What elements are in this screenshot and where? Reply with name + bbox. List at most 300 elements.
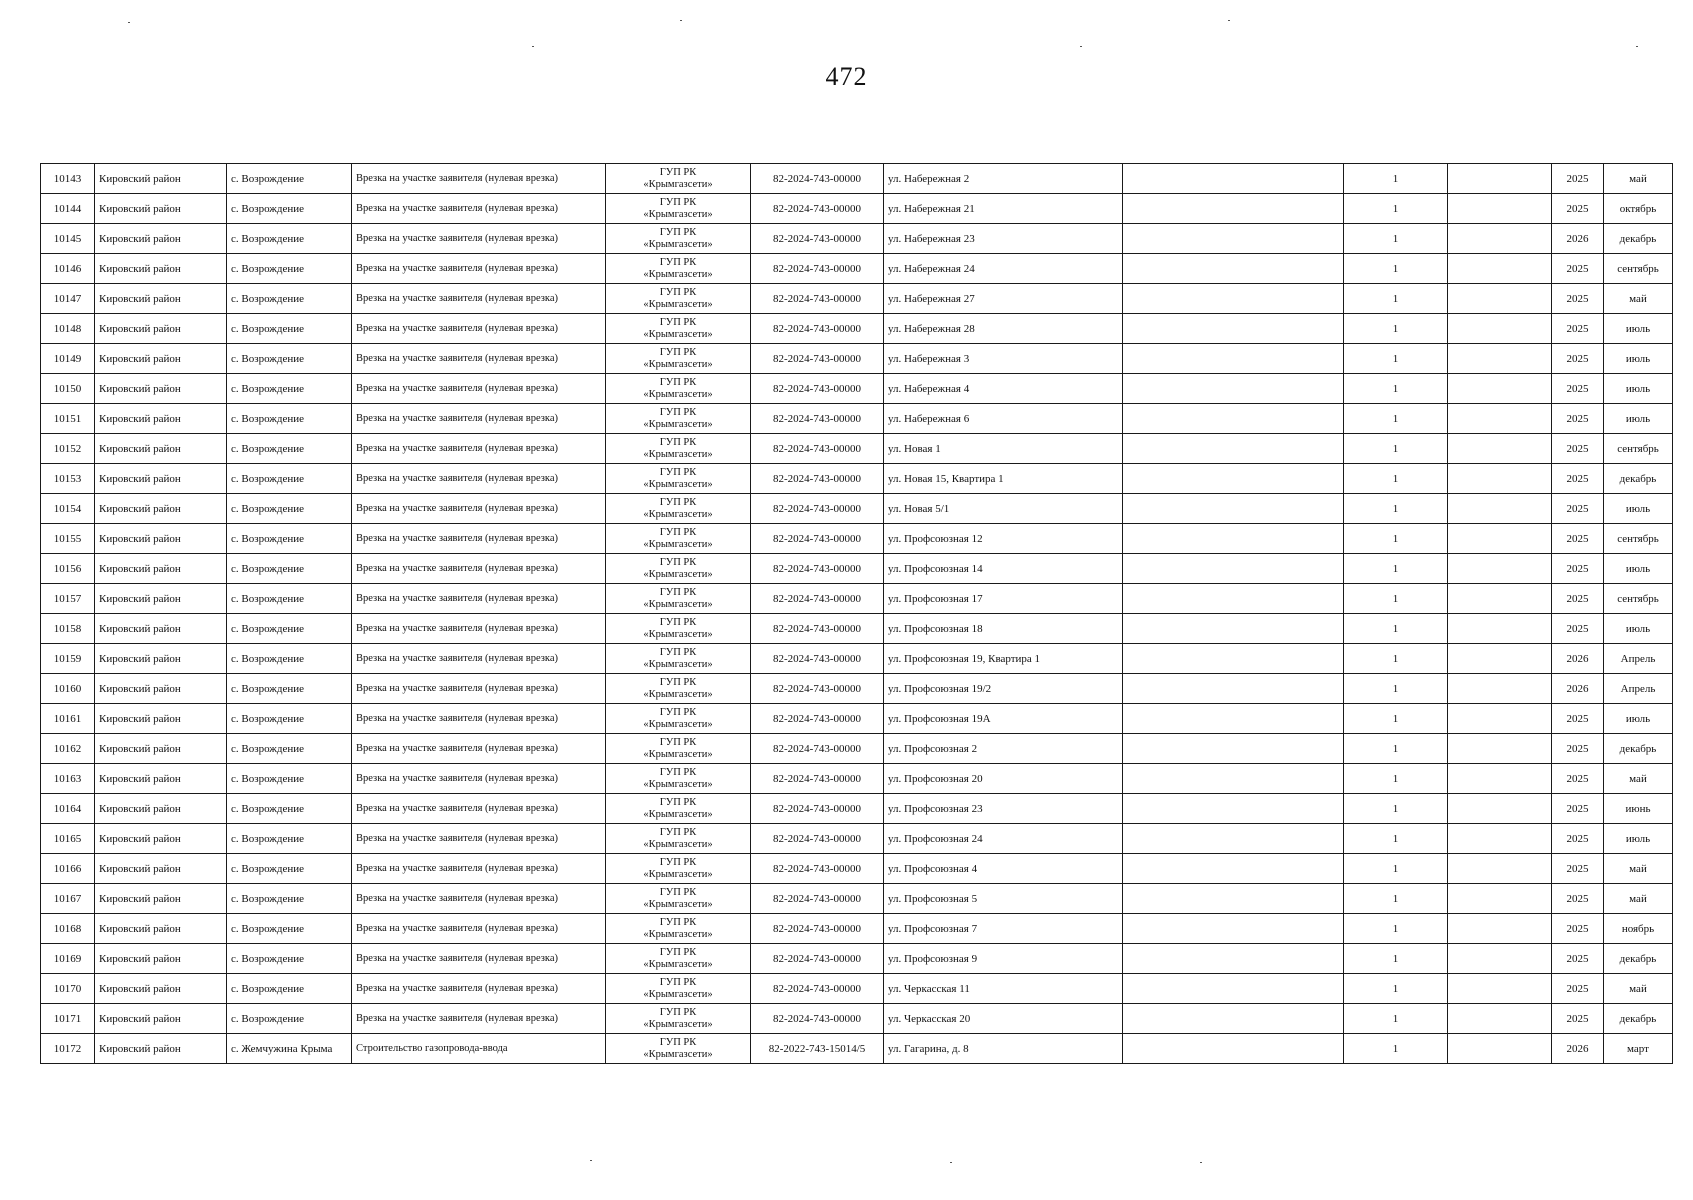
work-type-cell: Врезка на участке заявителя (нулевая врезка) [352, 644, 606, 674]
month-cell: май [1604, 164, 1673, 194]
work-type-cell: Врезка на участке заявителя (нулевая врезка) [352, 674, 606, 704]
empty-cell [1123, 644, 1344, 674]
organization-line: «Крымгазсети» [643, 358, 713, 370]
empty-cell [1448, 464, 1552, 494]
year-cell: 2025 [1552, 704, 1604, 734]
address-cell: ул. Профсоюзная 5 [884, 884, 1123, 914]
address-cell: ул. Набережная 23 [884, 224, 1123, 254]
empty-cell [1448, 674, 1552, 704]
organization-cell [606, 464, 751, 494]
month-cell: Апрель [1604, 644, 1673, 674]
row-number-cell: 10146 [41, 254, 95, 284]
year-cell: 2025 [1552, 404, 1604, 434]
row-number-cell: 10143 [41, 164, 95, 194]
organization-cell [606, 614, 751, 644]
quantity-cell: 1 [1344, 434, 1448, 464]
work-type-cell: Врезка на участке заявителя (нулевая врезка) [352, 974, 606, 1004]
organization-cell [606, 554, 751, 584]
organization-cell [606, 194, 751, 224]
work-type-cell: Врезка на участке заявителя (нулевая врезка) [352, 704, 606, 734]
address-cell: ул. Профсоюзная 18 [884, 614, 1123, 644]
project-code-cell: 82-2024-743-00000 [751, 164, 884, 194]
empty-cell [1123, 674, 1344, 704]
locality-cell: с. Возрождение [227, 284, 352, 314]
row-number-cell: 10154 [41, 494, 95, 524]
organization-line: ГУП РК [659, 1036, 697, 1048]
locality-cell: с. Возрождение [227, 674, 352, 704]
table-body [41, 164, 1673, 1064]
organization-line: ГУП РК [659, 736, 697, 748]
table-row [41, 374, 1673, 404]
table-row [41, 704, 1673, 734]
work-type-cell: Врезка на участке заявителя (нулевая врезка) [352, 794, 606, 824]
organization-line: «Крымгазсети» [643, 838, 713, 850]
quantity-cell: 1 [1344, 704, 1448, 734]
quantity-cell: 1 [1344, 404, 1448, 434]
organization-cell [606, 254, 751, 284]
empty-cell [1448, 614, 1552, 644]
locality-cell: с. Возрождение [227, 824, 352, 854]
empty-cell [1448, 344, 1552, 374]
quantity-cell: 1 [1344, 614, 1448, 644]
organization-line: «Крымгазсети» [643, 568, 713, 580]
address-cell: ул. Новая 5/1 [884, 494, 1123, 524]
table-row [41, 974, 1673, 1004]
table-row [41, 434, 1673, 464]
district-cell: Кировский район [95, 944, 227, 974]
project-code-cell: 82-2024-743-00000 [751, 674, 884, 704]
quantity-cell: 1 [1344, 674, 1448, 704]
quantity-cell: 1 [1344, 824, 1448, 854]
month-cell: декабрь [1604, 944, 1673, 974]
organization-cell [606, 584, 751, 614]
table-row [41, 344, 1673, 374]
empty-cell [1123, 1034, 1344, 1064]
year-cell: 2025 [1552, 584, 1604, 614]
organization-line: «Крымгазсети» [643, 808, 713, 820]
row-number-cell: 10162 [41, 734, 95, 764]
locality-cell: с. Возрождение [227, 764, 352, 794]
district-cell: Кировский район [95, 404, 227, 434]
locality-cell: с. Возрождение [227, 344, 352, 374]
table-row [41, 194, 1673, 224]
locality-cell: с. Возрождение [227, 254, 352, 284]
table-row [41, 494, 1673, 524]
empty-cell [1448, 554, 1552, 584]
empty-cell [1123, 464, 1344, 494]
empty-cell [1123, 944, 1344, 974]
project-code-cell: 82-2024-743-00000 [751, 224, 884, 254]
empty-cell [1123, 344, 1344, 374]
organization-line: «Крымгазсети» [643, 328, 713, 340]
work-type-cell: Строительство газопровода-ввода [352, 1034, 606, 1064]
year-cell: 2025 [1552, 494, 1604, 524]
table-row [41, 824, 1673, 854]
locality-cell: с. Возрождение [227, 524, 352, 554]
organization-line: «Крымгазсети» [643, 958, 713, 970]
organization-cell [606, 1004, 751, 1034]
row-number-cell: 10163 [41, 764, 95, 794]
month-cell: декабрь [1604, 734, 1673, 764]
organization-line: ГУП РК [659, 406, 697, 418]
work-type-cell: Врезка на участке заявителя (нулевая врезка) [352, 224, 606, 254]
month-cell: май [1604, 764, 1673, 794]
organization-line: ГУП РК [659, 946, 697, 958]
row-number-cell: 10172 [41, 1034, 95, 1064]
locality-cell: с. Возрождение [227, 614, 352, 644]
work-type-cell: Врезка на участке заявителя (нулевая врезка) [352, 494, 606, 524]
empty-cell [1123, 614, 1344, 644]
organization-cell [606, 224, 751, 254]
empty-cell [1448, 854, 1552, 884]
empty-cell [1123, 164, 1344, 194]
year-cell: 2025 [1552, 464, 1604, 494]
scan-speck [128, 22, 130, 23]
empty-cell [1448, 944, 1552, 974]
address-cell: ул. Набережная 21 [884, 194, 1123, 224]
organization-line: ГУП РК [659, 886, 697, 898]
address-cell: ул. Черкасская 20 [884, 1004, 1123, 1034]
month-cell: ноябрь [1604, 914, 1673, 944]
empty-cell [1123, 254, 1344, 284]
address-cell: ул. Профсоюзная 9 [884, 944, 1123, 974]
organization-line: «Крымгазсети» [643, 598, 713, 610]
district-cell: Кировский район [95, 854, 227, 884]
locality-cell: с. Возрождение [227, 704, 352, 734]
empty-cell [1123, 554, 1344, 584]
locality-cell: с. Возрождение [227, 794, 352, 824]
project-code-cell: 82-2022-743-15014/5 [751, 1034, 884, 1064]
row-number-cell: 10169 [41, 944, 95, 974]
row-number-cell: 10168 [41, 914, 95, 944]
row-number-cell: 10166 [41, 854, 95, 884]
organization-cell [606, 854, 751, 884]
scan-speck [680, 20, 682, 21]
organization-cell [606, 344, 751, 374]
organization-line: ГУП РК [659, 286, 697, 298]
locality-cell: с. Возрождение [227, 224, 352, 254]
work-type-cell: Врезка на участке заявителя (нулевая врезка) [352, 734, 606, 764]
project-code-cell: 82-2024-743-00000 [751, 464, 884, 494]
district-cell: Кировский район [95, 1034, 227, 1064]
work-type-cell: Врезка на участке заявителя (нулевая врезка) [352, 914, 606, 944]
table-row [41, 674, 1673, 704]
row-number-cell: 10158 [41, 614, 95, 644]
month-cell: июль [1604, 704, 1673, 734]
organization-cell [606, 674, 751, 704]
organization-line: «Крымгазсети» [643, 688, 713, 700]
address-cell: ул. Гагарина, д. 8 [884, 1034, 1123, 1064]
organization-line: «Крымгазсети» [643, 748, 713, 760]
empty-cell [1123, 1004, 1344, 1034]
organization-line: «Крымгазсети» [643, 658, 713, 670]
organization-line: «Крымгазсети» [643, 268, 713, 280]
empty-cell [1123, 704, 1344, 734]
project-code-cell: 82-2024-743-00000 [751, 584, 884, 614]
table-row [41, 854, 1673, 884]
table-row [41, 554, 1673, 584]
district-cell: Кировский район [95, 824, 227, 854]
empty-cell [1123, 224, 1344, 254]
organization-line: «Крымгазсети» [643, 478, 713, 490]
work-type-cell: Врезка на участке заявителя (нулевая врезка) [352, 164, 606, 194]
district-cell: Кировский район [95, 464, 227, 494]
organization-cell [606, 914, 751, 944]
address-cell: ул. Профсоюзная 19А [884, 704, 1123, 734]
quantity-cell: 1 [1344, 194, 1448, 224]
organization-line: ГУП РК [659, 526, 697, 538]
project-code-cell: 82-2024-743-00000 [751, 254, 884, 284]
organization-line: «Крымгазсети» [643, 238, 713, 250]
organization-cell [606, 404, 751, 434]
locality-cell: с. Возрождение [227, 1004, 352, 1034]
district-cell: Кировский район [95, 794, 227, 824]
organization-line: ГУП РК [659, 916, 697, 928]
empty-cell [1123, 734, 1344, 764]
locality-cell: с. Возрождение [227, 404, 352, 434]
address-cell: ул. Новая 1 [884, 434, 1123, 464]
project-code-cell: 82-2024-743-00000 [751, 734, 884, 764]
table-row [41, 614, 1673, 644]
locality-cell: с. Возрождение [227, 944, 352, 974]
address-cell: ул. Профсоюзная 20 [884, 764, 1123, 794]
row-number-cell: 10165 [41, 824, 95, 854]
organization-line: «Крымгазсети» [643, 628, 713, 640]
table-row [41, 224, 1673, 254]
empty-cell [1448, 974, 1552, 1004]
row-number-cell: 10147 [41, 284, 95, 314]
empty-cell [1448, 314, 1552, 344]
schedule-table [40, 163, 1673, 1064]
empty-cell [1448, 644, 1552, 674]
work-type-cell: Врезка на участке заявителя (нулевая врезка) [352, 434, 606, 464]
scan-speck [1636, 46, 1638, 47]
locality-cell: с. Возрождение [227, 644, 352, 674]
address-cell: ул. Профсоюзная 14 [884, 554, 1123, 584]
organization-cell [606, 644, 751, 674]
row-number-cell: 10148 [41, 314, 95, 344]
project-code-cell: 82-2024-743-00000 [751, 284, 884, 314]
address-cell: ул. Черкасская 11 [884, 974, 1123, 1004]
address-cell: ул. Профсоюзная 24 [884, 824, 1123, 854]
district-cell: Кировский район [95, 224, 227, 254]
organization-line: ГУП РК [659, 496, 697, 508]
locality-cell: с. Возрождение [227, 464, 352, 494]
address-cell: ул. Набережная 3 [884, 344, 1123, 374]
address-cell: ул. Набережная 2 [884, 164, 1123, 194]
locality-cell: с. Возрождение [227, 584, 352, 614]
row-number-cell: 10155 [41, 524, 95, 554]
organization-line: «Крымгазсети» [643, 538, 713, 550]
empty-cell [1123, 494, 1344, 524]
project-code-cell: 82-2024-743-00000 [751, 194, 884, 224]
empty-cell [1448, 764, 1552, 794]
empty-cell [1448, 824, 1552, 854]
work-type-cell: Врезка на участке заявителя (нулевая врезка) [352, 554, 606, 584]
project-code-cell: 82-2024-743-00000 [751, 914, 884, 944]
scan-speck [1228, 20, 1230, 21]
project-code-cell: 82-2024-743-00000 [751, 704, 884, 734]
row-number-cell: 10152 [41, 434, 95, 464]
organization-line: ГУП РК [659, 706, 697, 718]
quantity-cell: 1 [1344, 854, 1448, 884]
empty-cell [1448, 1034, 1552, 1064]
row-number-cell: 10164 [41, 794, 95, 824]
address-cell: ул. Набережная 6 [884, 404, 1123, 434]
scan-speck [532, 46, 534, 47]
quantity-cell: 1 [1344, 314, 1448, 344]
locality-cell: с. Возрождение [227, 974, 352, 1004]
quantity-cell: 1 [1344, 494, 1448, 524]
month-cell: декабрь [1604, 224, 1673, 254]
row-number-cell: 10156 [41, 554, 95, 584]
empty-cell [1448, 434, 1552, 464]
month-cell: июль [1604, 614, 1673, 644]
year-cell: 2025 [1552, 254, 1604, 284]
organization-line: «Крымгазсети» [643, 1018, 713, 1030]
district-cell: Кировский район [95, 374, 227, 404]
work-type-cell: Врезка на участке заявителя (нулевая врезка) [352, 1004, 606, 1034]
project-code-cell: 82-2024-743-00000 [751, 824, 884, 854]
address-cell: ул. Профсоюзная 19, Квартира 1 [884, 644, 1123, 674]
organization-line: ГУП РК [659, 976, 697, 988]
organization-line: ГУП РК [659, 616, 697, 628]
organization-line: «Крымгазсети» [643, 508, 713, 520]
organization-line: ГУП РК [659, 196, 697, 208]
locality-cell: с. Возрождение [227, 434, 352, 464]
empty-cell [1123, 824, 1344, 854]
table-row [41, 314, 1673, 344]
address-cell: ул. Профсоюзная 17 [884, 584, 1123, 614]
address-cell: ул. Профсоюзная 2 [884, 734, 1123, 764]
quantity-cell: 1 [1344, 794, 1448, 824]
quantity-cell: 1 [1344, 374, 1448, 404]
empty-cell [1123, 194, 1344, 224]
organization-line: ГУП РК [659, 466, 697, 478]
empty-cell [1123, 794, 1344, 824]
district-cell: Кировский район [95, 314, 227, 344]
scan-speck [1200, 1162, 1202, 1163]
district-cell: Кировский район [95, 554, 227, 584]
empty-cell [1448, 164, 1552, 194]
district-cell: Кировский район [95, 254, 227, 284]
table-row [41, 794, 1673, 824]
work-type-cell: Врезка на участке заявителя (нулевая врезка) [352, 884, 606, 914]
year-cell: 2025 [1552, 1004, 1604, 1034]
organization-line: «Крымгазсети» [643, 388, 713, 400]
year-cell: 2025 [1552, 344, 1604, 374]
organization-line: ГУП РК [659, 766, 697, 778]
month-cell: март [1604, 1034, 1673, 1064]
address-cell: ул. Профсоюзная 4 [884, 854, 1123, 884]
organization-line: ГУП РК [659, 376, 697, 388]
locality-cell: с. Возрождение [227, 884, 352, 914]
row-number-cell: 10171 [41, 1004, 95, 1034]
district-cell: Кировский район [95, 524, 227, 554]
organization-line: ГУП РК [659, 1006, 697, 1018]
month-cell: сентябрь [1604, 584, 1673, 614]
row-number-cell: 10161 [41, 704, 95, 734]
project-code-cell: 82-2024-743-00000 [751, 884, 884, 914]
organization-line: ГУП РК [659, 256, 697, 268]
empty-cell [1448, 374, 1552, 404]
table-row [41, 404, 1673, 434]
row-number-cell: 10167 [41, 884, 95, 914]
year-cell: 2025 [1552, 284, 1604, 314]
year-cell: 2025 [1552, 824, 1604, 854]
district-cell: Кировский район [95, 914, 227, 944]
organization-cell [606, 314, 751, 344]
quantity-cell: 1 [1344, 734, 1448, 764]
address-cell: ул. Набережная 4 [884, 374, 1123, 404]
table-row [41, 914, 1673, 944]
empty-cell [1123, 584, 1344, 614]
empty-cell [1448, 524, 1552, 554]
district-cell: Кировский район [95, 974, 227, 1004]
row-number-cell: 10159 [41, 644, 95, 674]
work-type-cell: Врезка на участке заявителя (нулевая врезка) [352, 464, 606, 494]
year-cell: 2025 [1552, 854, 1604, 884]
month-cell: май [1604, 974, 1673, 1004]
year-cell: 2025 [1552, 524, 1604, 554]
locality-cell: с. Возрождение [227, 914, 352, 944]
scan-speck [590, 1160, 592, 1161]
row-number-cell: 10149 [41, 344, 95, 374]
organization-line: ГУП РК [659, 796, 697, 808]
empty-cell [1448, 254, 1552, 284]
month-cell: сентябрь [1604, 434, 1673, 464]
work-type-cell: Врезка на участке заявителя (нулевая врезка) [352, 854, 606, 884]
organization-cell [606, 734, 751, 764]
district-cell: Кировский район [95, 344, 227, 374]
work-type-cell: Врезка на участке заявителя (нулевая врезка) [352, 344, 606, 374]
month-cell: июль [1604, 374, 1673, 404]
organization-line: ГУП РК [659, 436, 697, 448]
table-row [41, 464, 1673, 494]
quantity-cell: 1 [1344, 284, 1448, 314]
organization-line: ГУП РК [659, 346, 697, 358]
table-row [41, 884, 1673, 914]
empty-cell [1123, 854, 1344, 884]
district-cell: Кировский район [95, 584, 227, 614]
quantity-cell: 1 [1344, 584, 1448, 614]
quantity-cell: 1 [1344, 644, 1448, 674]
organization-cell [606, 164, 751, 194]
project-code-cell: 82-2024-743-00000 [751, 404, 884, 434]
work-type-cell: Врезка на участке заявителя (нулевая врезка) [352, 404, 606, 434]
project-code-cell: 82-2024-743-00000 [751, 554, 884, 584]
row-number-cell: 10170 [41, 974, 95, 1004]
month-cell: сентябрь [1604, 254, 1673, 284]
organization-line: ГУП РК [659, 856, 697, 868]
district-cell: Кировский район [95, 704, 227, 734]
locality-cell: с. Возрождение [227, 734, 352, 764]
district-cell: Кировский район [95, 1004, 227, 1034]
year-cell: 2025 [1552, 554, 1604, 584]
organization-cell [606, 884, 751, 914]
organization-line: «Крымгазсети» [643, 928, 713, 940]
organization-line: ГУП РК [659, 826, 697, 838]
table-row [41, 164, 1673, 194]
organization-line: ГУП РК [659, 586, 697, 598]
year-cell: 2025 [1552, 434, 1604, 464]
empty-cell [1448, 194, 1552, 224]
address-cell: ул. Профсоюзная 19/2 [884, 674, 1123, 704]
organization-cell [606, 704, 751, 734]
organization-line: ГУП РК [659, 676, 697, 688]
empty-cell [1448, 404, 1552, 434]
work-type-cell: Врезка на участке заявителя (нулевая врезка) [352, 614, 606, 644]
